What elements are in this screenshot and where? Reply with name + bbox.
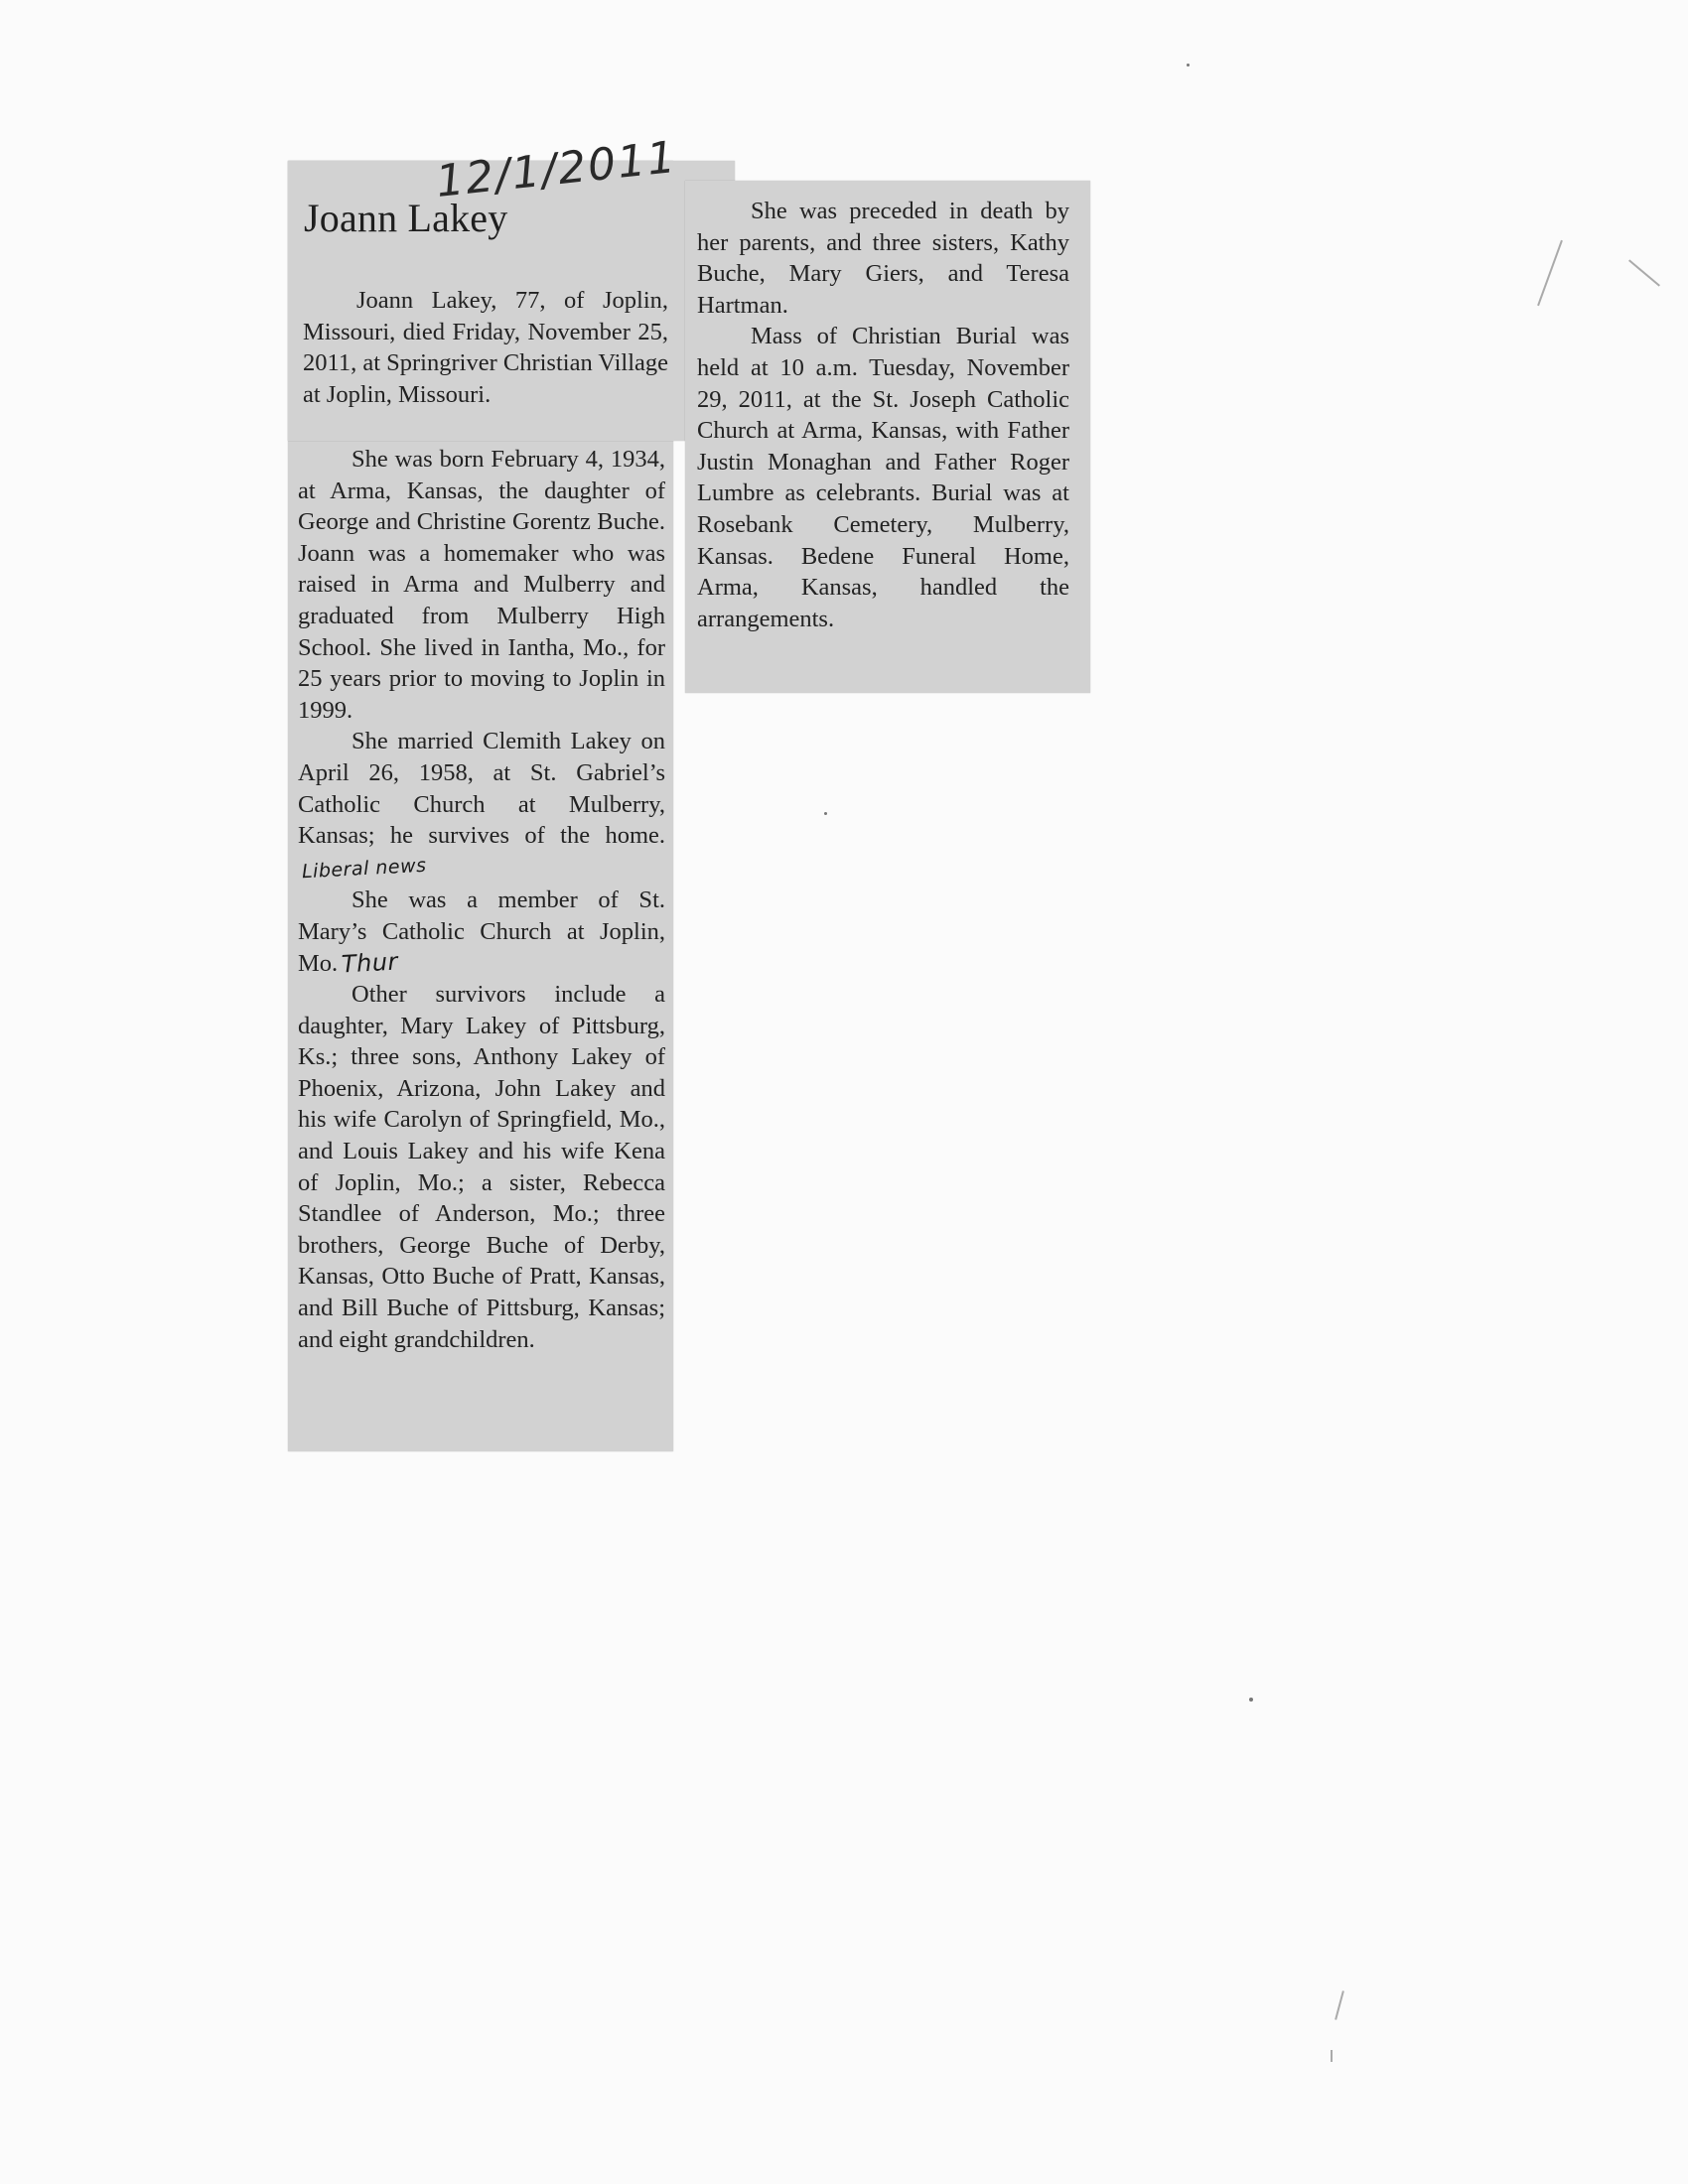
column-2	[697, 196, 1069, 634]
column-1	[298, 444, 665, 1355]
death-notice-paragraph: Joann Lakey, 77, of Joplin, Missouri, died Friday, November 25, 2011, at Springriver Christian Village at Joplin, Missouri.	[303, 287, 669, 408]
funeral-paragraph: Mass of Christian Burial was held at 10 a.m. Tuesday, November 29, 2011, at the St. Joseph Catholic Church at Arma, Kansas, with Father Justin Monaghan and Father Roger Lumbre as celebrants. Burial was at Rosebank Cemetery, Mulberry, Kansas. Bedene Funeral Home, Arma, Kansas, handled the arrangements.	[697, 323, 1069, 632]
scan-mark	[1335, 1990, 1344, 2019]
marriage-text: She married Clemith Lakey on April 26, 1958, at St. Gabriel’s Catholic Church at Mulberry, Kansas; he survives of the home.	[298, 728, 665, 850]
birth-paragraph: She was born February 4, 1934, at Arma, Kansas, the daughter of George and Christine Gorentz Buche. Joann was a homemaker who was raised in Arma and Mulberry and graduated from Mulberry High School. She lived in Iantha, Mo., for 25 years prior to moving to Joplin in 1999.	[298, 446, 665, 724]
scan-mark	[1331, 2050, 1333, 2062]
scan-mark	[1537, 240, 1563, 306]
scan-speck	[1187, 64, 1190, 67]
handwritten-day-note: Thur	[341, 947, 399, 978]
survivors-paragraph: Other survivors include a daughter, Mary Lakey of Pittsburg, Ks.; three sons, Anthony Lakey of Phoenix, Arizona, John Lakey and his wife Carolyn of Springfield, Mo., and Louis Lakey and his wife Kena of Joplin, Mo.; a sister, Rebecca Standlee of Anderson, Mo.; three brothers, George Buche of Derby, Kansas, Otto Buche of Pratt, Kansas, and Bill Buche of Pittsburg, Kansas; and eight grandchildren.	[298, 981, 665, 1353]
handwritten-source-note: Liberal news	[301, 854, 428, 883]
marriage-paragraph	[298, 726, 665, 885]
handwritten-date: 12/1/2011	[433, 131, 680, 207]
preceded-paragraph: She was preceded in death by her parents, and three sisters, Kathy Buche, Mary Giers, and Teresa Hartman.	[697, 198, 1069, 319]
membership-paragraph	[298, 885, 665, 979]
scan-speck	[824, 812, 827, 815]
scan-mark	[1628, 259, 1660, 286]
membership-text: She was a member of St. Mary’s Catholic Church at Joplin, Mo.	[298, 887, 665, 977]
obituary-headline: Joann Lakey	[304, 196, 508, 240]
scan-speck	[1249, 1698, 1253, 1702]
column-1-top	[303, 285, 668, 410]
